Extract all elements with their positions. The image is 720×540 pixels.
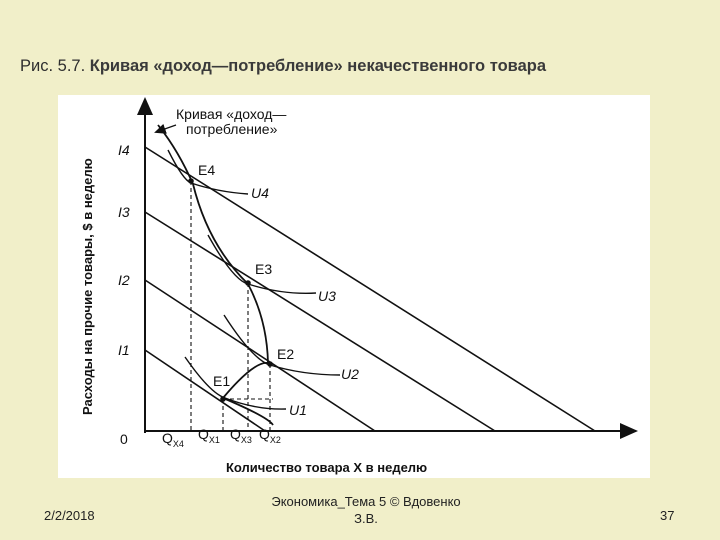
utility-label-u4: U4 [251,185,269,201]
y-axis-label: Расходы на прочие товары, $ в неделю [80,158,95,415]
income-consumption-diagram [58,95,650,478]
income-label-i3: I3 [118,204,130,220]
footer-author-line1: Экономика_Тема 5 © Вдовенко [271,494,461,509]
budget-line-i1 [145,350,265,431]
point-e4 [188,178,194,184]
equilibrium-label-e3: E3 [255,261,273,277]
income-label-i4: I4 [118,142,130,158]
quantity-label-qx4: $Q_{X4}$ [162,430,184,449]
equilibrium-label-e1: E1 [213,373,231,389]
figure-number: Рис. 5.7. [20,57,86,75]
utility-label-u1: U1 [289,402,307,418]
equilibrium-label-e2: E2 [277,346,295,362]
utility-label-u2: U2 [341,366,359,382]
utility-label-u3: U3 [318,288,336,304]
curve-label-line2: потребление» [186,121,278,137]
quantity-label-qx1: $Q_{X1}$ [198,426,220,445]
footer-date: 2/2/2018 [44,508,95,523]
slide-title [20,57,710,76]
figure-caption: Кривая «доход—потребление» некачественного товара [89,57,547,75]
footer-author [246,493,486,527]
quantity-label-qx3: $Q_{X3}$ [230,426,252,445]
footer-author-line2: З.В. [354,511,378,526]
equilibrium-label-e4: E4 [198,162,216,178]
budget-line-i2 [145,280,375,431]
budget-line-i3 [145,212,495,431]
x-axis-label: Количество товара X в неделю [226,460,428,475]
point-e2 [267,361,273,367]
income-label-i2: I2 [118,272,130,288]
diagram-figure [58,95,650,478]
quantity-label-qx2: $Q_{X2}$ [259,426,281,445]
curve-label-line1: Кривая «доход— [176,106,287,122]
page-number: 37 [660,508,675,523]
point-e1 [220,396,226,402]
curve-label-arrow [159,125,176,131]
point-e3 [245,280,251,286]
origin-label: 0 [120,431,128,447]
income-label-i1: I1 [118,342,130,358]
